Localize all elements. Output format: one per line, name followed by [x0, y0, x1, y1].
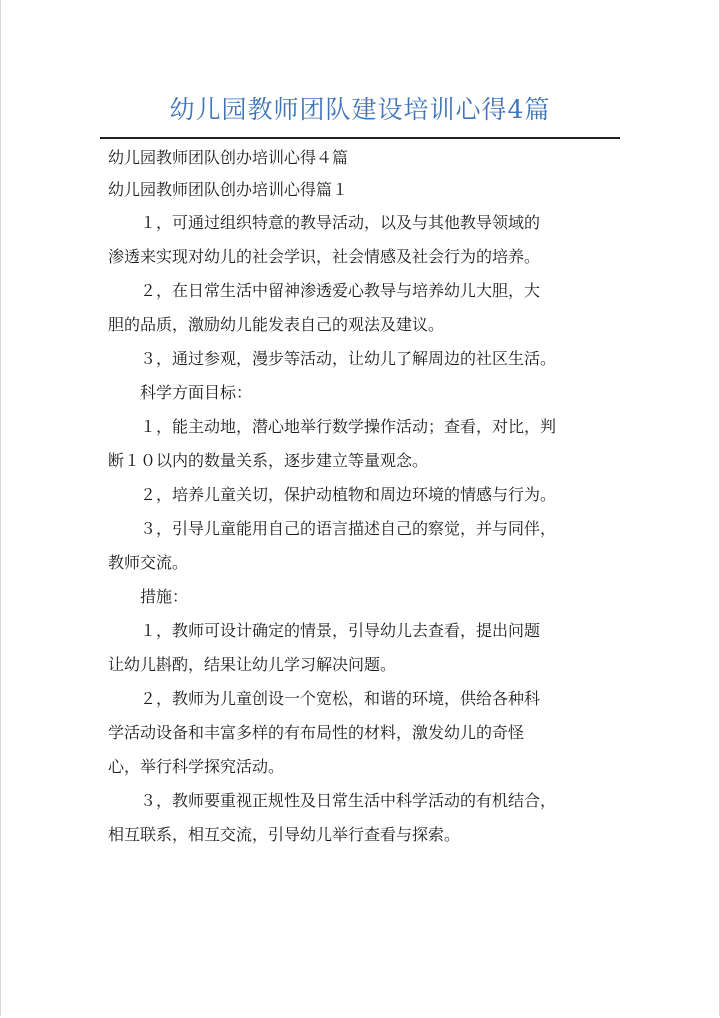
paragraph-line: 断１０以内的数量关系，逐步建立等量观念。: [108, 451, 429, 470]
paragraph-9: [108, 614, 614, 682]
title-divider: [100, 137, 620, 139]
paragraph-line: 渗透来实现对幼儿的社会学识，社会情感及社会行为的培养。: [108, 247, 541, 266]
section-heading-measures: [108, 580, 614, 614]
paragraph-line: ３，教师要重视正规性及日常生活中科学活动的有机结合，: [140, 791, 557, 810]
paragraph-line: ２，教师为儿童创设一个宽松，和谐的环境，供给各种科: [140, 689, 541, 708]
subtitle-line-2: 幼儿园教师团队创办培训心得篇１: [108, 180, 349, 199]
paragraph-line: 教师交流。: [108, 553, 189, 572]
paragraph-11: [108, 784, 614, 852]
paragraph-line: １，能主动地，潜心地举行数学操作活动；查看，对比，判: [140, 417, 557, 436]
paragraph-7: [108, 512, 614, 580]
section-heading: 科学方面目标：: [140, 383, 253, 402]
paragraph-line: 胆的品质，激励幼儿能发表自己的观法及建议。: [108, 315, 445, 334]
section-heading-science-goals: [108, 376, 614, 410]
paragraph-line: ３，引导儿童能用自己的语言描述自己的察觉，并与同伴，: [140, 519, 557, 538]
section-heading: 措施：: [140, 587, 189, 606]
paragraph-3: [108, 342, 614, 376]
paragraph-line: 心，举行科学探究活动。: [108, 757, 285, 776]
paragraph-line: 相互联系，相互交流，引导幼儿举行查看与探索。: [108, 825, 461, 844]
paragraph-line: １，可通过组织特意的教导活动，以及与其他教导领域的: [140, 213, 541, 232]
paragraph-line: ３，通过参观，漫步等活动，让幼儿了解周边的社区生活。: [140, 349, 557, 368]
paragraph-1: [108, 206, 614, 274]
paragraph-6: [108, 478, 614, 512]
subtitle-line-1: 幼儿园教师团队创办培训心得４篇: [108, 148, 349, 167]
document-body: [108, 142, 614, 852]
paragraph-10: [108, 682, 614, 784]
paragraph-line: １，教师可设计确定的情景，引导幼儿去查看，提出问题: [140, 621, 541, 640]
paragraph-line: 让幼儿斟酌，结果让幼儿学习解决问题。: [108, 655, 397, 674]
paragraph-5: [108, 410, 614, 478]
document-title: 幼儿园教师团队建设培训心得4篇: [169, 95, 551, 124]
paragraph-line: ２，培养儿童关切，保护动植物和周边环境的情感与行为。: [140, 485, 557, 504]
paragraph-line: 学活动设备和丰富多样的有布局性的材料，激发幼儿的奇怪: [108, 723, 525, 742]
paragraph-line: ２，在日常生活中留神渗透爱心教导与培养幼儿大胆，大: [140, 281, 541, 300]
paragraph-2: [108, 274, 614, 342]
